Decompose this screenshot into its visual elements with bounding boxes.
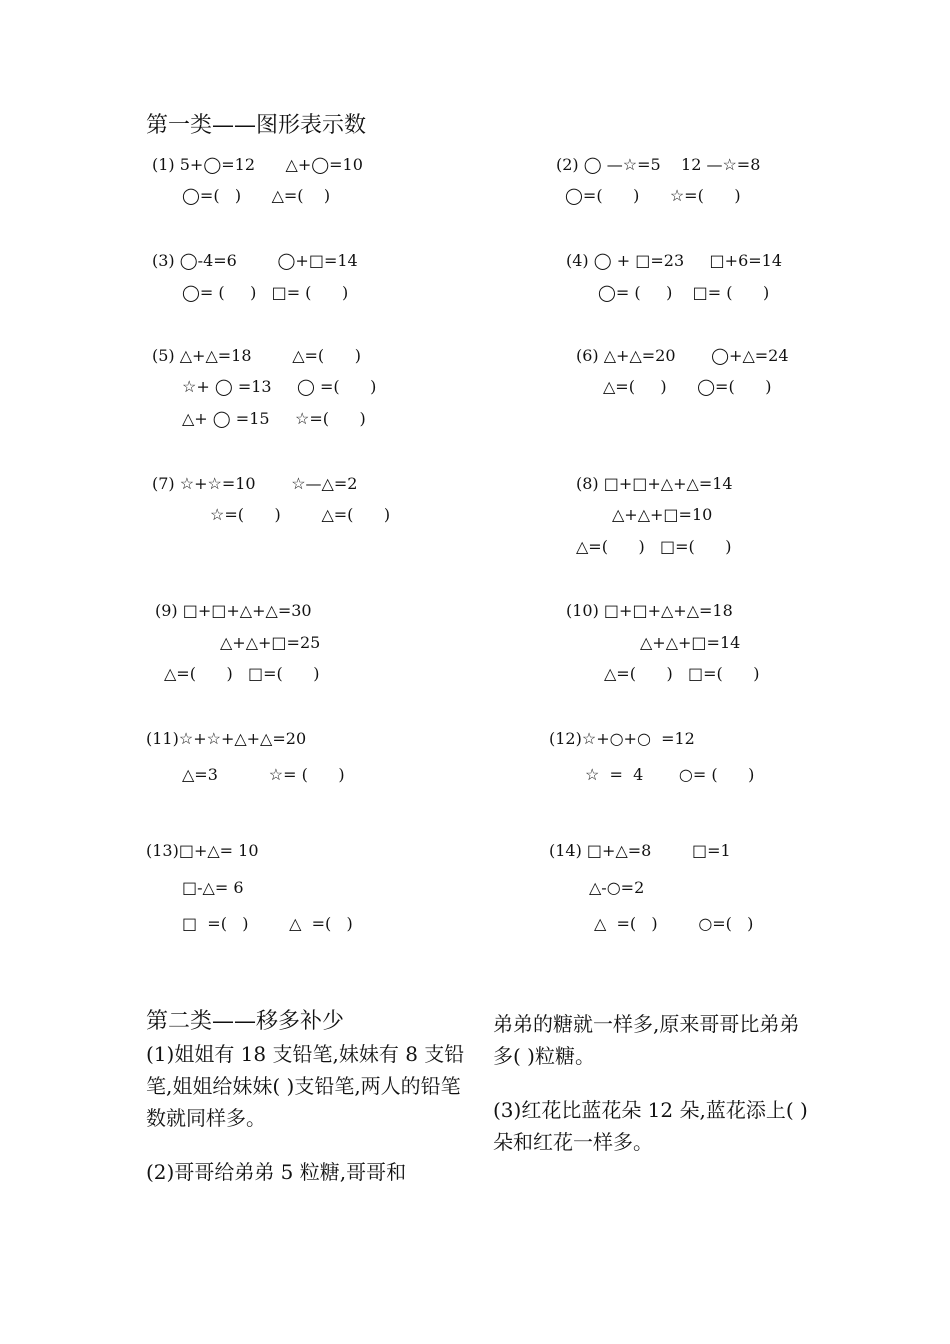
problem-1-line-1: (1) 5+◯=12 △+◯=10: [152, 155, 363, 174]
problem-12-line-1: (12)☆+○+○ =12: [549, 729, 695, 748]
problem-4-line-2: ◯= ( ) □= ( ): [598, 283, 770, 302]
problem-5-line-2: ☆+ ◯ =13 ◯ =( ): [182, 377, 377, 396]
problem-14-line-3: △ =( ) ○=( ): [594, 914, 754, 933]
problem-5-line-1: (5) △+△=18 △=( ): [152, 346, 361, 365]
problem-s2-2-continued: 弟弟的糖就一样多,原来哥哥比弟弟多( )粒糖。: [493, 1012, 800, 1068]
problem-13-line-2: □-△= 6: [182, 878, 244, 897]
problem-10-line-3: △=( ) □=( ): [604, 664, 760, 683]
problem-3-line-1: (3) ◯-4=6 ◯+□=14: [152, 251, 358, 270]
problem-11-line-2: △=3 ☆= ( ): [182, 765, 345, 784]
problem-10-line-2: △+△+□=14: [640, 633, 741, 652]
problem-7-line-2: ☆=( ) △=( ): [210, 505, 391, 524]
problem-8-line-2: △+△+□=10: [612, 505, 713, 524]
section2-right-column: [493, 1008, 815, 1158]
problem-s2-3: (3)红花比蓝花朵 12 朵,蓝花添上( )朵和红花一样多。: [493, 1098, 808, 1154]
problem-8-line-3: △=( ) □=( ): [576, 537, 732, 556]
problem-9-line-3: △=( ) □=( ): [164, 664, 320, 683]
problem-13-line-1: (13)□+△= 10: [146, 841, 259, 860]
problem-7-line-1: (7) ☆+☆=10 ☆—△=2: [152, 474, 358, 493]
problem-9-line-2: △+△+□=25: [220, 633, 321, 652]
problem-1-line-2: ◯=( ) △=( ): [182, 186, 331, 205]
problem-13-line-3: □ =( ) △ =( ): [182, 914, 353, 933]
problem-10-line-1: (10) □+□+△+△=18: [566, 601, 733, 620]
section1-title: 第一类——图形表示数: [146, 113, 367, 138]
problem-3-line-2: ◯= ( ) □= ( ): [182, 283, 349, 302]
section2-left-column: [146, 1006, 468, 1188]
problem-6-line-2: △=( ) ◯=( ): [603, 377, 772, 396]
problem-5-line-3: △+ ◯ =15 ☆=( ): [182, 409, 366, 428]
problem-s2-2: (2)哥哥给弟弟 5 粒糖,哥哥和: [146, 1160, 407, 1184]
problem-12-line-2: ☆ = 4 ○= ( ): [585, 765, 755, 784]
problem-s2-1: (1)姐姐有 18 支铅笔,妹妹有 8 支铅笔,姐姐给妹妹( )支铅笔,两人的铅笔数就同样多。: [146, 1042, 465, 1130]
problem-14-line-1: (14) □+△=8 □=1: [549, 841, 731, 860]
problem-14-line-2: △-○=2: [589, 878, 645, 897]
problem-6-line-1: (6) △+△=20 ◯+△=24: [576, 346, 789, 365]
problem-9-line-1: (9) □+□+△+△=30: [155, 601, 312, 620]
problem-8-line-1: (8) □+□+△+△=14: [576, 474, 733, 493]
problem-4-line-1: (4) ◯ + □=23 □+6=14: [566, 251, 783, 270]
problem-2-line-2: ◯=( ) ☆=( ): [565, 186, 741, 205]
problem-11-line-1: (11)☆+☆+△+△=20: [146, 729, 307, 748]
problem-2-line-1: (2) ◯ —☆=5 12 —☆=8: [556, 155, 761, 174]
section2-title: 第二类——移多补少: [146, 1009, 345, 1034]
